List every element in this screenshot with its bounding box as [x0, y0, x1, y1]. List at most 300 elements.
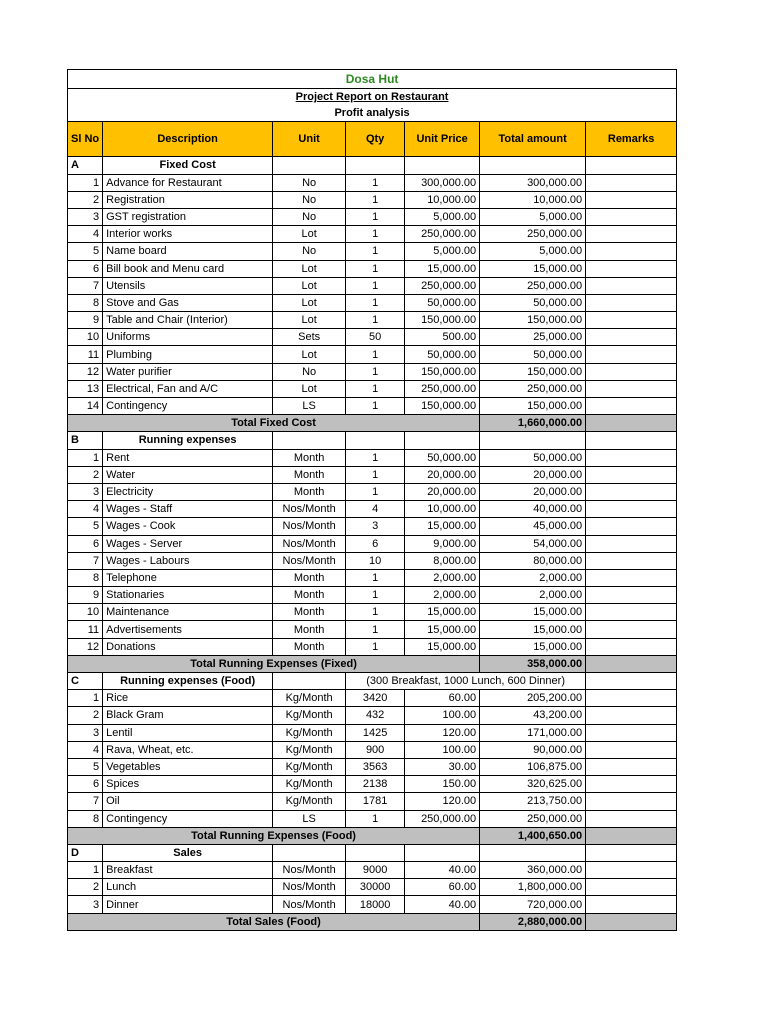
section-unit-empty	[273, 432, 346, 449]
section-remarks-empty	[586, 432, 677, 449]
row-qty: 1	[346, 621, 405, 638]
row-description: Telephone	[103, 569, 273, 586]
row-unit: Month	[273, 449, 346, 466]
row-qty: 432	[346, 707, 405, 724]
row-description: Rava, Wheat, etc.	[103, 741, 273, 758]
row-remarks	[586, 518, 677, 535]
row-description: GST registration	[103, 208, 273, 225]
row-total-amount: 90,000.00	[480, 741, 586, 758]
table-row	[68, 191, 677, 208]
row-description: Utensils	[103, 277, 273, 294]
row-remarks	[586, 569, 677, 586]
table-row	[68, 294, 677, 311]
row-total-amount: 250,000.00	[480, 277, 586, 294]
section-qty-empty	[346, 432, 405, 449]
row-sl-no: 6	[68, 260, 103, 277]
row-description: Stationaries	[103, 587, 273, 604]
row-total-amount: 43,200.00	[480, 707, 586, 724]
row-remarks	[586, 277, 677, 294]
report-title: Dosa Hut	[68, 70, 677, 89]
table-row	[68, 243, 677, 260]
row-description: Rent	[103, 449, 273, 466]
section-total-row	[68, 415, 677, 432]
section-note: (300 Breakfast, 1000 Lunch, 600 Dinner)	[346, 673, 586, 690]
row-unit: Lot	[273, 294, 346, 311]
section-unit-empty	[273, 844, 346, 861]
row-description: Bill book and Menu card	[103, 260, 273, 277]
row-unit-price: 10,000.00	[405, 191, 480, 208]
table-row	[68, 776, 677, 793]
row-unit-price: 15,000.00	[405, 260, 480, 277]
row-remarks	[586, 862, 677, 879]
row-qty: 1	[346, 363, 405, 380]
row-total-amount: 150,000.00	[480, 312, 586, 329]
header-unit-price: Unit Price	[405, 122, 480, 157]
row-description: Wages - Staff	[103, 501, 273, 518]
row-remarks	[586, 260, 677, 277]
row-sl-no: 4	[68, 501, 103, 518]
row-unit-price: 300,000.00	[405, 174, 480, 191]
section-total-row	[68, 913, 677, 930]
section-total-value: 1,660,000.00	[480, 415, 586, 432]
section-total-value: 2,880,000.00	[480, 913, 586, 930]
header-description: Description	[103, 122, 273, 157]
table-row	[68, 329, 677, 346]
row-description: Wages - Cook	[103, 518, 273, 535]
row-unit: Nos/Month	[273, 518, 346, 535]
row-total-amount: 320,625.00	[480, 776, 586, 793]
header-sl-no: Sl No	[68, 122, 103, 157]
row-unit: Month	[273, 569, 346, 586]
row-unit-price: 150.00	[405, 776, 480, 793]
row-remarks	[586, 449, 677, 466]
row-total-amount: 20,000.00	[480, 466, 586, 483]
row-qty: 1	[346, 294, 405, 311]
section-qty-empty	[346, 844, 405, 861]
row-unit-price: 150,000.00	[405, 363, 480, 380]
row-remarks	[586, 776, 677, 793]
row-sl-no: 9	[68, 587, 103, 604]
row-unit: Lot	[273, 260, 346, 277]
row-unit-price: 250,000.00	[405, 380, 480, 397]
row-sl-no: 1	[68, 862, 103, 879]
row-total-amount: 20,000.00	[480, 483, 586, 500]
table-row	[68, 758, 677, 775]
row-unit-price: 8,000.00	[405, 552, 480, 569]
row-total-amount: 150,000.00	[480, 363, 586, 380]
row-total-amount: 250,000.00	[480, 226, 586, 243]
section-letter: D	[68, 844, 103, 861]
table-row	[68, 569, 677, 586]
row-total-amount: 300,000.00	[480, 174, 586, 191]
row-qty: 1	[346, 380, 405, 397]
row-unit-price: 15,000.00	[405, 604, 480, 621]
row-total-amount: 54,000.00	[480, 535, 586, 552]
row-unit: No	[273, 208, 346, 225]
row-unit: Lot	[273, 346, 346, 363]
row-unit: No	[273, 174, 346, 191]
row-description: Name board	[103, 243, 273, 260]
table-row	[68, 398, 677, 415]
section-unit-empty	[273, 157, 346, 174]
row-remarks	[586, 741, 677, 758]
row-total-amount: 80,000.00	[480, 552, 586, 569]
row-qty: 1	[346, 466, 405, 483]
row-total-amount: 171,000.00	[480, 724, 586, 741]
row-unit: Kg/Month	[273, 690, 346, 707]
row-remarks	[586, 810, 677, 827]
table-row	[68, 535, 677, 552]
row-sl-no: 3	[68, 896, 103, 913]
section-total-remarks	[586, 655, 677, 672]
row-unit-price: 120.00	[405, 724, 480, 741]
row-sl-no: 3	[68, 724, 103, 741]
row-total-amount: 5,000.00	[480, 243, 586, 260]
row-sl-no: 1	[68, 449, 103, 466]
section-price-empty	[405, 157, 480, 174]
section-unit-empty	[273, 673, 346, 690]
row-unit-price: 250,000.00	[405, 277, 480, 294]
row-qty: 1	[346, 587, 405, 604]
row-total-amount: 50,000.00	[480, 449, 586, 466]
section-qty-empty	[346, 157, 405, 174]
row-remarks	[586, 466, 677, 483]
section-total-value: 1,400,650.00	[480, 827, 586, 844]
row-description: Stove and Gas	[103, 294, 273, 311]
section-total-row	[68, 655, 677, 672]
row-unit: Nos/Month	[273, 501, 346, 518]
row-unit-price: 100.00	[405, 707, 480, 724]
row-unit-price: 250,000.00	[405, 226, 480, 243]
row-unit-price: 120.00	[405, 793, 480, 810]
section-remarks-empty	[586, 673, 677, 690]
row-qty: 50	[346, 329, 405, 346]
row-description: Lentil	[103, 724, 273, 741]
table-row	[68, 380, 677, 397]
row-unit: Kg/Month	[273, 741, 346, 758]
row-unit: LS	[273, 810, 346, 827]
table-row	[68, 862, 677, 879]
table-row	[68, 449, 677, 466]
row-description: Breakfast	[103, 862, 273, 879]
row-qty: 4	[346, 501, 405, 518]
row-description: Lunch	[103, 879, 273, 896]
row-unit: Month	[273, 638, 346, 655]
row-qty: 1	[346, 638, 405, 655]
row-sl-no: 7	[68, 277, 103, 294]
row-total-amount: 1,800,000.00	[480, 879, 586, 896]
row-total-amount: 150,000.00	[480, 398, 586, 415]
header-remarks: Remarks	[586, 122, 677, 157]
row-total-amount: 720,000.00	[480, 896, 586, 913]
row-sl-no: 8	[68, 810, 103, 827]
report-subtitle-2: Profit analysis	[68, 105, 677, 122]
row-unit: Sets	[273, 329, 346, 346]
section-total-row	[68, 827, 677, 844]
row-remarks	[586, 363, 677, 380]
row-unit: Kg/Month	[273, 707, 346, 724]
row-sl-no: 4	[68, 226, 103, 243]
row-qty: 3563	[346, 758, 405, 775]
row-unit: Kg/Month	[273, 793, 346, 810]
row-unit: Kg/Month	[273, 724, 346, 741]
row-description: Advance for Restaurant	[103, 174, 273, 191]
row-sl-no: 6	[68, 776, 103, 793]
section-letter: A	[68, 157, 103, 174]
row-unit: Lot	[273, 380, 346, 397]
table-row	[68, 226, 677, 243]
row-total-amount: 50,000.00	[480, 294, 586, 311]
section-heading-row	[68, 157, 677, 174]
row-qty: 18000	[346, 896, 405, 913]
row-description: Plumbing	[103, 346, 273, 363]
row-qty: 1	[346, 277, 405, 294]
row-total-amount: 106,875.00	[480, 758, 586, 775]
row-qty: 1	[346, 191, 405, 208]
row-unit-price: 40.00	[405, 862, 480, 879]
row-qty: 9000	[346, 862, 405, 879]
row-unit-price: 150,000.00	[405, 398, 480, 415]
row-total-amount: 5,000.00	[480, 208, 586, 225]
row-unit-price: 500.00	[405, 329, 480, 346]
row-remarks	[586, 501, 677, 518]
row-description: Interior works	[103, 226, 273, 243]
section-heading-row	[68, 673, 677, 690]
row-description: Electrical, Fan and A/C	[103, 380, 273, 397]
row-remarks	[586, 398, 677, 415]
row-description: Water	[103, 466, 273, 483]
row-qty: 1	[346, 260, 405, 277]
section-total-remarks	[586, 415, 677, 432]
row-unit: Nos/Month	[273, 535, 346, 552]
row-qty: 1425	[346, 724, 405, 741]
row-description: Spices	[103, 776, 273, 793]
row-unit: No	[273, 363, 346, 380]
row-unit-price: 9,000.00	[405, 535, 480, 552]
row-total-amount: 360,000.00	[480, 862, 586, 879]
row-remarks	[586, 793, 677, 810]
section-total-value: 358,000.00	[480, 655, 586, 672]
row-description: Water purifier	[103, 363, 273, 380]
table-row	[68, 208, 677, 225]
row-total-amount: 213,750.00	[480, 793, 586, 810]
row-total-amount: 2,000.00	[480, 587, 586, 604]
row-description: Rice	[103, 690, 273, 707]
row-description: Wages - Labours	[103, 552, 273, 569]
row-sl-no: 5	[68, 758, 103, 775]
table-row	[68, 174, 677, 191]
table-row	[68, 707, 677, 724]
row-description: Vegetables	[103, 758, 273, 775]
section-total-remarks	[586, 913, 677, 930]
row-sl-no: 10	[68, 604, 103, 621]
table-row	[68, 690, 677, 707]
row-total-amount: 15,000.00	[480, 638, 586, 655]
section-remarks-empty	[586, 844, 677, 861]
row-total-amount: 250,000.00	[480, 380, 586, 397]
row-sl-no: 2	[68, 191, 103, 208]
row-unit: Month	[273, 587, 346, 604]
row-description: Contingency	[103, 810, 273, 827]
row-sl-no: 13	[68, 380, 103, 397]
row-total-amount: 25,000.00	[480, 329, 586, 346]
row-remarks	[586, 380, 677, 397]
row-unit: Kg/Month	[273, 776, 346, 793]
row-unit-price: 20,000.00	[405, 483, 480, 500]
row-total-amount: 15,000.00	[480, 260, 586, 277]
row-sl-no: 8	[68, 294, 103, 311]
row-unit-price: 30.00	[405, 758, 480, 775]
section-price-empty	[405, 432, 480, 449]
row-qty: 1	[346, 226, 405, 243]
row-unit-price: 100.00	[405, 741, 480, 758]
row-description: Uniforms	[103, 329, 273, 346]
row-description: Dinner	[103, 896, 273, 913]
row-description: Advertisements	[103, 621, 273, 638]
table-row	[68, 346, 677, 363]
table-row	[68, 741, 677, 758]
row-sl-no: 12	[68, 363, 103, 380]
row-remarks	[586, 329, 677, 346]
row-sl-no: 6	[68, 535, 103, 552]
row-unit-price: 40.00	[405, 896, 480, 913]
row-unit: Nos/Month	[273, 896, 346, 913]
row-total-amount: 250,000.00	[480, 810, 586, 827]
table-row	[68, 277, 677, 294]
row-description: Donations	[103, 638, 273, 655]
row-unit-price: 5,000.00	[405, 243, 480, 260]
section-letter: C	[68, 673, 103, 690]
header-unit: Unit	[273, 122, 346, 157]
table-row	[68, 587, 677, 604]
row-unit: Nos/Month	[273, 879, 346, 896]
row-unit-price: 20,000.00	[405, 466, 480, 483]
section-title: Running expenses	[103, 432, 273, 449]
row-remarks	[586, 707, 677, 724]
row-description: Maintenance	[103, 604, 273, 621]
row-remarks	[586, 690, 677, 707]
row-qty: 1	[346, 174, 405, 191]
row-unit: Month	[273, 604, 346, 621]
table-row	[68, 793, 677, 810]
row-remarks	[586, 226, 677, 243]
table-row	[68, 896, 677, 913]
table-row	[68, 724, 677, 741]
row-unit-price: 50,000.00	[405, 346, 480, 363]
row-remarks	[586, 346, 677, 363]
row-qty: 30000	[346, 879, 405, 896]
header-qty: Qty	[346, 122, 405, 157]
section-title: Running expenses (Food)	[103, 673, 273, 690]
row-remarks	[586, 243, 677, 260]
row-unit-price: 5,000.00	[405, 208, 480, 225]
row-total-amount: 205,200.00	[480, 690, 586, 707]
section-total-label: Total Running Expenses (Food)	[68, 827, 480, 844]
table-row	[68, 363, 677, 380]
row-remarks	[586, 587, 677, 604]
row-unit: Nos/Month	[273, 862, 346, 879]
row-total-amount: 2,000.00	[480, 569, 586, 586]
row-unit-price: 60.00	[405, 879, 480, 896]
row-sl-no: 7	[68, 552, 103, 569]
row-remarks	[586, 604, 677, 621]
row-total-amount: 15,000.00	[480, 621, 586, 638]
row-qty: 1	[346, 810, 405, 827]
row-total-amount: 40,000.00	[480, 501, 586, 518]
row-description: Electricity	[103, 483, 273, 500]
row-sl-no: 14	[68, 398, 103, 415]
row-description: Wages - Server	[103, 535, 273, 552]
row-unit-price: 10,000.00	[405, 501, 480, 518]
row-total-amount: 15,000.00	[480, 604, 586, 621]
row-unit: Kg/Month	[273, 758, 346, 775]
row-description: Oil	[103, 793, 273, 810]
row-unit: Month	[273, 621, 346, 638]
section-total-empty	[480, 432, 586, 449]
row-unit-price: 50,000.00	[405, 449, 480, 466]
section-remarks-empty	[586, 157, 677, 174]
row-qty: 1	[346, 208, 405, 225]
row-qty: 1	[346, 346, 405, 363]
row-total-amount: 45,000.00	[480, 518, 586, 535]
row-remarks	[586, 174, 677, 191]
row-remarks	[586, 208, 677, 225]
row-qty: 1	[346, 569, 405, 586]
row-remarks	[586, 312, 677, 329]
row-remarks	[586, 724, 677, 741]
row-sl-no: 8	[68, 569, 103, 586]
row-qty: 1	[346, 398, 405, 415]
row-qty: 1781	[346, 793, 405, 810]
section-total-empty	[480, 844, 586, 861]
section-total-label: Total Sales (Food)	[68, 913, 480, 930]
row-sl-no: 1	[68, 690, 103, 707]
section-total-label: Total Running Expenses (Fixed)	[68, 655, 480, 672]
row-sl-no: 5	[68, 243, 103, 260]
row-remarks	[586, 896, 677, 913]
table-row	[68, 518, 677, 535]
row-qty: 3	[346, 518, 405, 535]
column-header-row	[68, 122, 677, 157]
row-unit: No	[273, 243, 346, 260]
row-description: Registration	[103, 191, 273, 208]
row-qty: 3420	[346, 690, 405, 707]
row-total-amount: 10,000.00	[480, 191, 586, 208]
row-description: Table and Chair (Interior)	[103, 312, 273, 329]
row-unit: Lot	[273, 226, 346, 243]
row-sl-no: 5	[68, 518, 103, 535]
row-remarks	[586, 483, 677, 500]
section-total-label: Total Fixed Cost	[68, 415, 480, 432]
row-qty: 1	[346, 604, 405, 621]
row-qty: 6	[346, 535, 405, 552]
row-unit: Nos/Month	[273, 552, 346, 569]
row-sl-no: 10	[68, 329, 103, 346]
row-total-amount: 50,000.00	[480, 346, 586, 363]
row-unit: Lot	[273, 277, 346, 294]
row-unit: Month	[273, 483, 346, 500]
row-unit-price: 50,000.00	[405, 294, 480, 311]
row-remarks	[586, 879, 677, 896]
section-total-empty	[480, 157, 586, 174]
row-unit: Month	[273, 466, 346, 483]
row-qty: 1	[346, 483, 405, 500]
row-unit-price: 15,000.00	[405, 518, 480, 535]
section-total-remarks	[586, 827, 677, 844]
row-qty: 1	[346, 312, 405, 329]
row-sl-no: 3	[68, 208, 103, 225]
table-row	[68, 483, 677, 500]
